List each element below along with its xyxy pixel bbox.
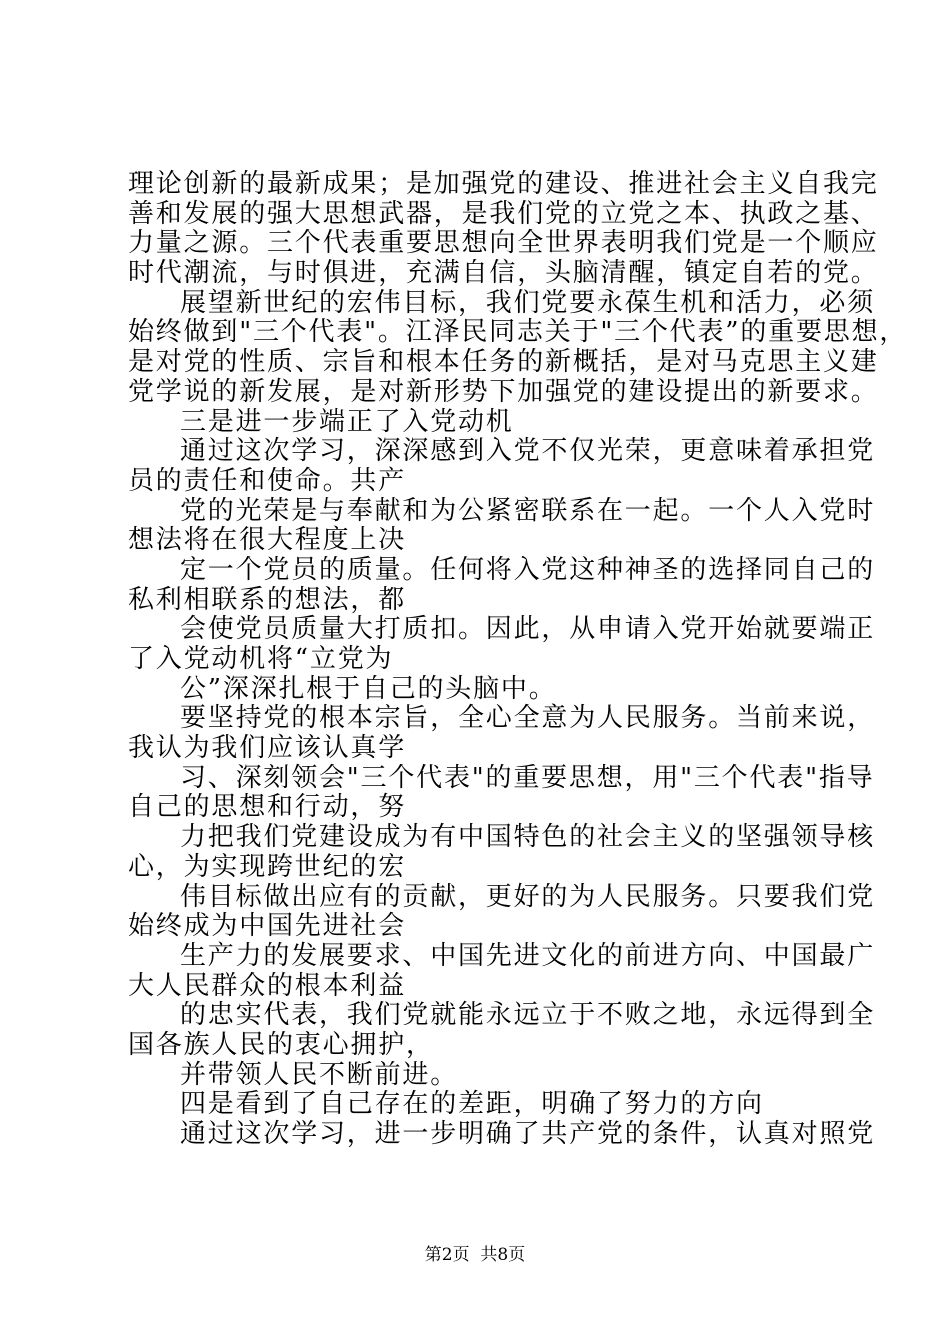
text-line: 始终成为中国先进社会 bbox=[128, 911, 407, 942]
text-line: 要坚持党的根本宗旨，全心全意为人民服务。当前来说， bbox=[180, 703, 876, 734]
text-line: 会使党员质量大打质扣。因此，从申请入党开始就要端正 bbox=[180, 614, 876, 645]
section-heading: 三是进一步端正了入党动机 bbox=[180, 406, 514, 437]
text-line: 始终做到"三个代表"。江泽民同志关于"三个代表”的重要思想， bbox=[128, 317, 908, 348]
text-line: 力量之源。三个代表重要思想向全世界表明我们党是一个顺应 bbox=[128, 228, 879, 259]
document-body bbox=[128, 169, 908, 1150]
text-line: 私利相联系的想法，都 bbox=[128, 584, 407, 615]
text-line: 通过这次学习，深深感到入党不仅光荣，更意味着承担党 bbox=[180, 436, 876, 467]
text-line: 自己的思想和行动，努 bbox=[128, 792, 407, 823]
text-line: 我认为我们应该认真学 bbox=[128, 733, 407, 764]
text-line: 员的责任和使命。共产 bbox=[128, 465, 407, 496]
text-line: 力把我们党建设成为有中国特色的社会主义的坚强领导核 bbox=[180, 822, 876, 853]
page-number-footer: 第2页 共8页 bbox=[424, 1245, 526, 1265]
text-line: 党学说的新发展，是对新形势下加强党的建设提出的新要求。 bbox=[128, 376, 879, 407]
text-line: 展望新世纪的宏伟目标，我们党要永葆生机和活力，必须 bbox=[180, 287, 876, 318]
text-line: 大人民群众的根本利益 bbox=[128, 970, 407, 1001]
text-line: 想法将在很大程度上决 bbox=[128, 525, 407, 556]
text-line: 是对党的性质、宗旨和根本任务的新概括，是对马克思主义建 bbox=[128, 347, 879, 378]
text-line: 党的光荣是与奉献和为公紧密联系在一起。一个人入党时 bbox=[180, 495, 876, 526]
text-line: 生产力的发展要求、中国先进文化的前进方向、中国最广 bbox=[180, 940, 876, 971]
text-line: 的忠实代表，我们党就能永远立于不败之地，永远得到全 bbox=[180, 1000, 876, 1031]
text-line: 伟目标做出应有的贡献，更好的为人民服务。只要我们党 bbox=[180, 881, 876, 912]
text-line: 并带领人民不断前进。 bbox=[180, 1059, 459, 1090]
text-line: 公”深深扎根于自己的头脑中。 bbox=[180, 673, 557, 704]
text-line: 习、深刻领会"三个代表"的重要思想，用"三个代表"指导 bbox=[180, 762, 875, 793]
text-line: 善和发展的强大思想武器，是我们党的立党之本、执政之基、 bbox=[128, 198, 879, 229]
section-heading: 四是看到了自己存在的差距，明确了努力的方向 bbox=[180, 1089, 764, 1120]
text-line: 时代潮流，与时俱进，充满自信，头脑清醒，镇定自若的党。 bbox=[128, 258, 879, 289]
text-line: 定一个党员的质量。任何将入党这种神圣的选择同自己的 bbox=[180, 554, 876, 585]
text-line: 国各族人民的衷心拥护， bbox=[128, 1029, 434, 1060]
text-line: 理论创新的最新成果；是加强党的建设、推进社会主义自我完 bbox=[128, 169, 879, 199]
text-line: 心，为实现跨世纪的宏 bbox=[128, 851, 407, 882]
text-line: 了入党动机将“立党为 bbox=[128, 644, 394, 674]
text-line: 通过这次学习，进一步明确了共产党的条件，认真对照党 bbox=[180, 1119, 876, 1149]
